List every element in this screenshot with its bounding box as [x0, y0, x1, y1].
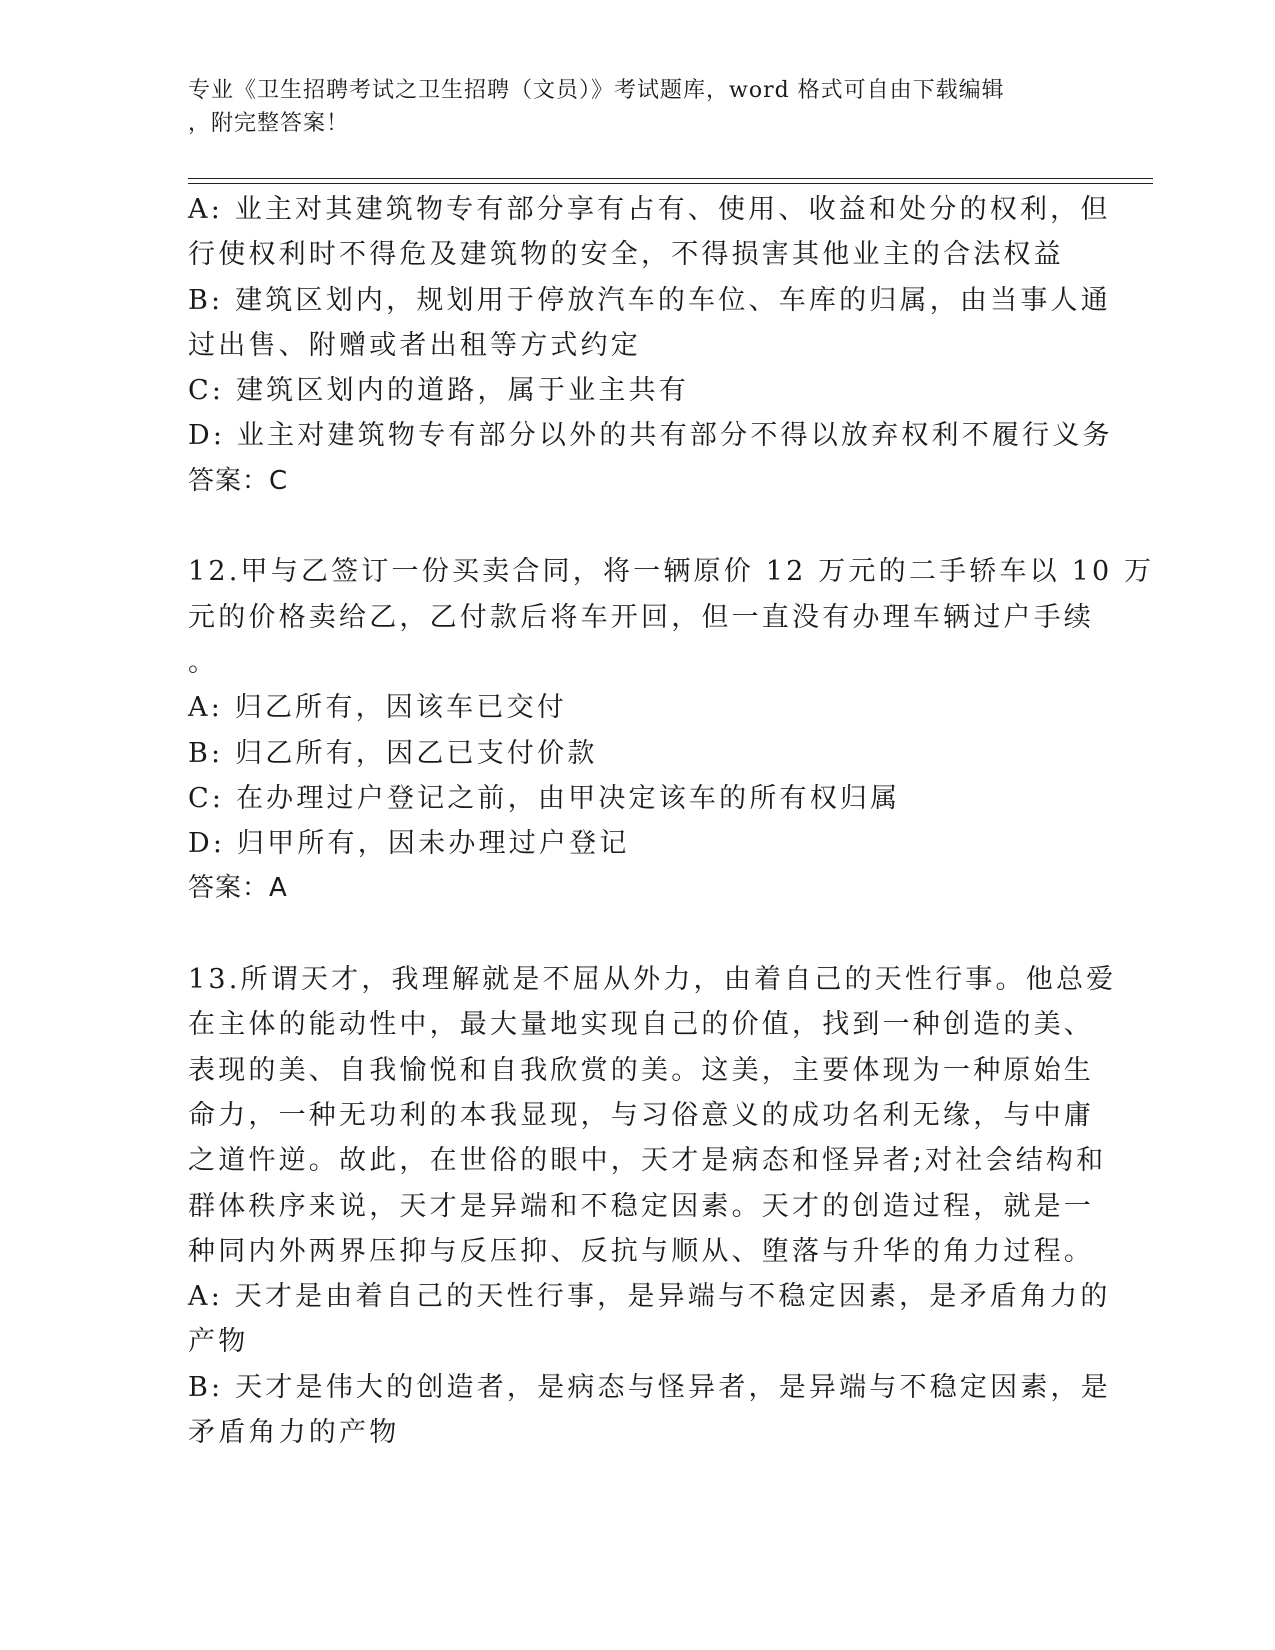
q13-stem-line-6: 群体秩序来说，天才是异端和不稳定因素。天才的创造过程，就是一	[188, 1190, 1094, 1222]
q11-option-b-line-2: 过出售、附赠或者出租等方式约定	[188, 329, 641, 361]
q11-answer: 答案：C	[188, 465, 289, 496]
q13-option-a-line-1: A: 天才是由着自己的天性行事，是异端与不稳定因素，是矛盾角力的	[188, 1281, 1111, 1313]
q11-option-d: D: 业主对建筑物专有部分以外的共有部分不得以放弃权利不履行义务	[188, 420, 1113, 452]
page-header	[188, 74, 1068, 140]
q12-option-a: A: 归乙所有，因该车已交付	[188, 692, 567, 724]
q13-stem-line-7: 种同内外两界压抑与反压抑、反抗与顺从、堕落与升华的角力过程。	[188, 1235, 1094, 1267]
spacer	[188, 504, 1068, 549]
header-divider-top	[188, 178, 1153, 179]
question-11	[188, 187, 1113, 504]
q13-stem-line-4: 命力，一种无功利的本我显现，与习俗意义的成功名利无缘，与中庸	[188, 1099, 1094, 1131]
question-12	[188, 549, 1155, 911]
q11-option-a-line-1: A: 业主对其建筑物专有部分享有占有、使用、收益和处分的权利，但	[188, 194, 1111, 225]
q11-option-a-line-2: 行使权利时不得危及建筑物的安全，不得损害其他业主的合法权益	[188, 239, 1064, 271]
q12-stem-line-2: 元的价格卖给乙，乙付款后将车开回，但一直没有办理车辆过户手续	[188, 601, 1094, 633]
document-body	[188, 187, 1155, 1455]
question-13	[188, 957, 1117, 1455]
q13-stem-line-5: 之道忤逆。故此，在世俗的眼中，天才是病态和怪异者;对社会结构和	[188, 1145, 1107, 1177]
header-divider-bottom	[188, 183, 1153, 184]
header-line-1: 专业《卫生招聘考试之卫生招聘（文员）》考试题库，word 格式可自由下载编辑	[188, 78, 1005, 103]
q13-stem-line-1: 13.所谓天才，我理解就是不屈从外力，由着自己的天性行事。他总爱	[188, 964, 1117, 996]
q12-option-b: B: 归乙所有，因乙已支付价款	[188, 737, 598, 769]
q11-option-b-line-1: B: 建筑区划内，规划用于停放汽车的车位、车库的归属，由当事人通	[188, 284, 1111, 316]
q13-stem-line-3: 表现的美、自我愉悦和自我欣赏的美。这美，主要体现为一种原始生	[188, 1054, 1094, 1086]
q13-option-b-line-2: 矛盾角力的产物	[188, 1417, 400, 1449]
q13-option-a-line-2: 产物	[188, 1326, 249, 1358]
spacer	[188, 912, 1068, 957]
header-line-2: ，附完整答案！	[188, 111, 350, 136]
q12-option-c: C: 在办理过户登记之前，由甲决定该车的所有权归属	[188, 782, 901, 814]
q11-option-c: C: 建筑区划内的道路，属于业主共有	[188, 375, 689, 407]
q12-answer: 答案：A	[188, 873, 288, 904]
q12-stem-line-3: 。	[188, 646, 219, 678]
q13-stem-line-2: 在主体的能动性中，最大量地实现自己的价值，找到一种创造的美、	[188, 1009, 1094, 1041]
q12-stem-line-1: 12.甲与乙签订一份买卖合同，将一辆原价 12 万元的二手轿车以 10 万	[188, 556, 1155, 588]
q12-option-d: D: 归甲所有，因未办理过户登记	[188, 828, 630, 860]
q13-option-b-line-1: B: 天才是伟大的创造者，是病态与怪异者，是异端与不稳定因素，是	[188, 1371, 1111, 1403]
